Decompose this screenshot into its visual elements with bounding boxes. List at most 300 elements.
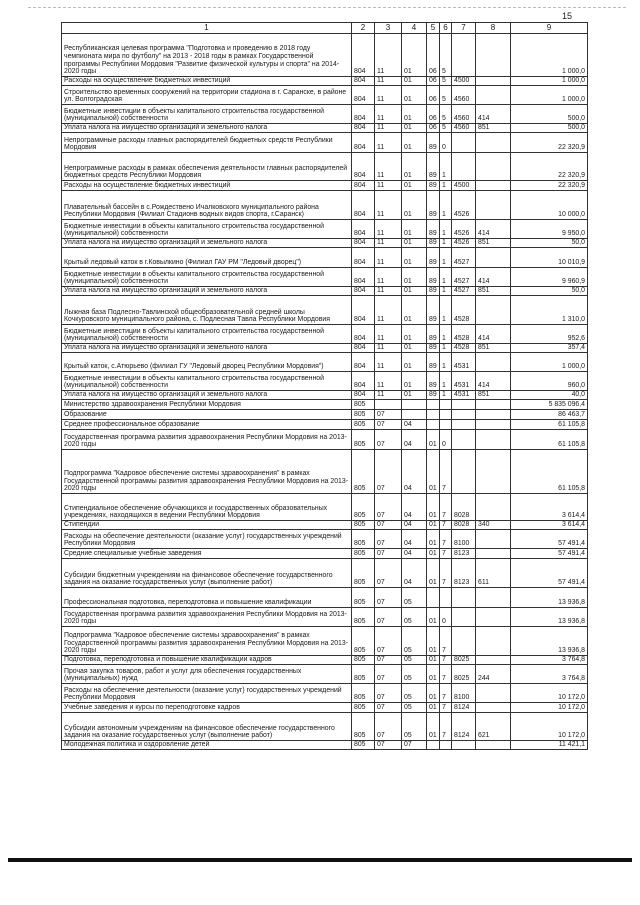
- row-code-cell: 11: [375, 77, 402, 86]
- row-amount-cell: 22 320,9: [511, 133, 588, 153]
- row-code-cell: 05: [402, 684, 427, 703]
- row-code-cell: [402, 400, 427, 410]
- row-amount-cell: 1 310,0: [511, 296, 588, 325]
- row-code-cell: 1: [440, 344, 452, 353]
- table-row: [62, 713, 588, 741]
- row-code-cell: [452, 34, 476, 77]
- table-row: [62, 656, 588, 665]
- row-code-cell: 01: [427, 656, 440, 665]
- row-code-cell: 851: [476, 391, 511, 400]
- row-name-cell: Субсидии бюджетным учреждениям на финансовое обеспечение государственного задания на оказание государственных услуг (выполнение работ): [62, 559, 352, 588]
- row-code-cell: 04: [402, 430, 427, 450]
- table-row: [62, 34, 588, 77]
- row-code-cell: 804: [352, 268, 375, 287]
- row-code-cell: 01: [402, 248, 427, 268]
- row-code-cell: 07: [375, 713, 402, 741]
- row-code-cell: 8100: [452, 530, 476, 549]
- row-code-cell: [476, 34, 511, 77]
- row-code-cell: 4526: [452, 239, 476, 248]
- row-code-cell: [476, 430, 511, 450]
- row-code-cell: 805: [352, 656, 375, 665]
- row-code-cell: [427, 400, 440, 410]
- table-row: [62, 181, 588, 191]
- row-code-cell: 7: [440, 703, 452, 713]
- row-code-cell: 7: [440, 656, 452, 665]
- row-code-cell: 805: [352, 521, 375, 530]
- row-code-cell: [476, 703, 511, 713]
- row-code-cell: 07: [375, 741, 402, 750]
- row-name-cell: Расходы на осуществление бюджетных инвестиций: [62, 77, 352, 86]
- row-code-cell: 11: [375, 344, 402, 353]
- row-code-cell: 01: [427, 713, 440, 741]
- row-name-cell: Субсидии автономным учреждениям на финансовое обеспечение государственного задания на оказание государственных услуг (выполнение работ): [62, 713, 352, 741]
- table-row: [62, 220, 588, 239]
- row-code-cell: 89: [427, 344, 440, 353]
- row-code-cell: 11: [375, 325, 402, 344]
- row-amount-cell: 9 950,0: [511, 220, 588, 239]
- row-name-cell: Строительство временных сооружений на территории стадиона в г. Саранске, в районе ул. Волгоградская: [62, 86, 352, 105]
- table-row: [62, 268, 588, 287]
- row-code-cell: 4528: [452, 325, 476, 344]
- row-amount-cell: 61 105,8: [511, 450, 588, 494]
- row-code-cell: 414: [476, 105, 511, 124]
- row-code-cell: [476, 191, 511, 220]
- row-code-cell: 01: [427, 627, 440, 656]
- row-code-cell: 805: [352, 400, 375, 410]
- table-row: [62, 296, 588, 325]
- row-code-cell: 01: [427, 684, 440, 703]
- row-code-cell: 89: [427, 133, 440, 153]
- row-code-cell: 805: [352, 559, 375, 588]
- row-name-cell: Государственная программа развития здравоохранения Республики Мордовия на 2013-2020 годы: [62, 608, 352, 627]
- row-code-cell: 01: [427, 608, 440, 627]
- row-code-cell: 805: [352, 665, 375, 684]
- row-code-cell: 01: [427, 530, 440, 549]
- row-name-cell: Расходы на обеспечение деятельности (оказание услуг) государственных учреждений Республики Мордовия: [62, 530, 352, 549]
- row-code-cell: 804: [352, 191, 375, 220]
- row-code-cell: [440, 420, 452, 430]
- row-code-cell: 01: [402, 86, 427, 105]
- row-code-cell: [452, 430, 476, 450]
- row-code-cell: 804: [352, 153, 375, 181]
- row-code-cell: [476, 181, 511, 191]
- row-code-cell: 4528: [452, 344, 476, 353]
- row-code-cell: 89: [427, 296, 440, 325]
- column-header: 2: [352, 23, 375, 34]
- row-code-cell: [476, 684, 511, 703]
- row-code-cell: 01: [402, 181, 427, 191]
- row-code-cell: 11: [375, 220, 402, 239]
- table-row: [62, 549, 588, 559]
- table-row: [62, 239, 588, 248]
- row-code-cell: 04: [402, 530, 427, 549]
- row-code-cell: 89: [427, 220, 440, 239]
- row-code-cell: 4531: [452, 391, 476, 400]
- row-code-cell: [440, 741, 452, 750]
- row-name-cell: Уплата налога на имущество организаций и земельного налога: [62, 239, 352, 248]
- row-code-cell: [476, 530, 511, 549]
- row-code-cell: [476, 400, 511, 410]
- row-code-cell: 804: [352, 220, 375, 239]
- row-code-cell: 01: [402, 391, 427, 400]
- table-row: [62, 665, 588, 684]
- row-code-cell: 851: [476, 239, 511, 248]
- row-code-cell: 07: [375, 549, 402, 559]
- row-code-cell: 07: [375, 521, 402, 530]
- row-amount-cell: 1 000,0: [511, 86, 588, 105]
- row-amount-cell: 57 491,4: [511, 549, 588, 559]
- row-code-cell: 01: [402, 372, 427, 391]
- row-code-cell: 611: [476, 559, 511, 588]
- row-amount-cell: 357,4: [511, 344, 588, 353]
- row-code-cell: 1: [440, 181, 452, 191]
- row-code-cell: 01: [402, 296, 427, 325]
- table-row: [62, 684, 588, 703]
- row-code-cell: 04: [402, 549, 427, 559]
- row-code-cell: [476, 494, 511, 521]
- row-code-cell: 01: [427, 665, 440, 684]
- row-code-cell: 8100: [452, 684, 476, 703]
- row-code-cell: 01: [402, 268, 427, 287]
- row-code-cell: 05: [402, 608, 427, 627]
- row-amount-cell: 1 000,0: [511, 34, 588, 77]
- row-code-cell: 04: [402, 559, 427, 588]
- row-code-cell: [476, 353, 511, 372]
- table-row: [62, 248, 588, 268]
- row-name-cell: Молодежная политика и оздоровление детей: [62, 741, 352, 750]
- row-code-cell: 804: [352, 353, 375, 372]
- table-row: [62, 153, 588, 181]
- row-code-cell: 244: [476, 665, 511, 684]
- row-code-cell: 01: [402, 153, 427, 181]
- row-code-cell: 11: [375, 181, 402, 191]
- column-header: 6: [440, 23, 452, 34]
- row-code-cell: 1: [440, 153, 452, 181]
- row-amount-cell: 11 421,1: [511, 741, 588, 750]
- row-code-cell: 1: [440, 248, 452, 268]
- row-code-cell: 06: [427, 124, 440, 133]
- table-row: [62, 105, 588, 124]
- row-code-cell: 621: [476, 713, 511, 741]
- row-code-cell: 05: [402, 713, 427, 741]
- table-row: [62, 627, 588, 656]
- row-amount-cell: 3 614,4: [511, 521, 588, 530]
- table-row: [62, 530, 588, 549]
- row-code-cell: 1: [440, 191, 452, 220]
- row-code-cell: 0: [440, 608, 452, 627]
- row-code-cell: 05: [402, 588, 427, 608]
- row-amount-cell: 50,0: [511, 287, 588, 296]
- table-row: [62, 325, 588, 344]
- row-code-cell: 851: [476, 287, 511, 296]
- row-code-cell: [402, 410, 427, 420]
- row-code-cell: 5: [440, 77, 452, 86]
- row-name-cell: Бюджетные инвестиции в объекты капитального строительства государственной (муниципальной) собственности: [62, 220, 352, 239]
- column-header: 8: [476, 23, 511, 34]
- row-code-cell: 414: [476, 220, 511, 239]
- table-header-row: [62, 23, 588, 34]
- row-amount-cell: 9 960,9: [511, 268, 588, 287]
- table-row: [62, 410, 588, 420]
- row-code-cell: 01: [402, 220, 427, 239]
- row-name-cell: Бюджетные инвестиции в объекты капитального строительства государственной (муниципальной) собственности: [62, 372, 352, 391]
- row-code-cell: [452, 153, 476, 181]
- row-amount-cell: 86 463,7: [511, 410, 588, 420]
- row-code-cell: 805: [352, 450, 375, 494]
- row-code-cell: 4527: [452, 268, 476, 287]
- row-code-cell: 07: [375, 430, 402, 450]
- row-code-cell: 4528: [452, 296, 476, 325]
- row-code-cell: [476, 77, 511, 86]
- scan-bottom-edge: [8, 858, 632, 862]
- row-code-cell: 11: [375, 268, 402, 287]
- row-code-cell: 414: [476, 325, 511, 344]
- row-code-cell: 07: [375, 559, 402, 588]
- row-code-cell: 804: [352, 34, 375, 77]
- row-amount-cell: 500,0: [511, 124, 588, 133]
- row-name-cell: Учебные заведения и курсы по переподготовке кадров: [62, 703, 352, 713]
- row-code-cell: 7: [440, 521, 452, 530]
- row-amount-cell: 57 491,4: [511, 530, 588, 549]
- row-amount-cell: 952,6: [511, 325, 588, 344]
- row-code-cell: 804: [352, 124, 375, 133]
- row-code-cell: 8025: [452, 656, 476, 665]
- row-code-cell: 07: [375, 627, 402, 656]
- row-name-cell: Среднее профессиональное образование: [62, 420, 352, 430]
- table-row: [62, 608, 588, 627]
- row-code-cell: 4526: [452, 220, 476, 239]
- row-code-cell: 1: [440, 268, 452, 287]
- row-code-cell: 0: [440, 430, 452, 450]
- row-amount-cell: 10 010,9: [511, 248, 588, 268]
- table-row: [62, 86, 588, 105]
- row-code-cell: 01: [402, 77, 427, 86]
- row-code-cell: 8025: [452, 665, 476, 684]
- row-code-cell: 89: [427, 153, 440, 181]
- row-code-cell: [476, 741, 511, 750]
- row-code-cell: 7: [440, 494, 452, 521]
- row-code-cell: 4526: [452, 191, 476, 220]
- row-name-cell: Образование: [62, 410, 352, 420]
- row-code-cell: [440, 410, 452, 420]
- row-code-cell: 07: [375, 608, 402, 627]
- row-code-cell: 804: [352, 105, 375, 124]
- row-code-cell: 851: [476, 124, 511, 133]
- row-code-cell: 5: [440, 86, 452, 105]
- row-code-cell: [476, 450, 511, 494]
- row-code-cell: 05: [402, 656, 427, 665]
- row-amount-cell: 5 835 096,4: [511, 400, 588, 410]
- row-code-cell: 4527: [452, 287, 476, 296]
- row-code-cell: [476, 588, 511, 608]
- row-code-cell: 4500: [452, 181, 476, 191]
- row-code-cell: 11: [375, 133, 402, 153]
- row-code-cell: 01: [402, 287, 427, 296]
- row-code-cell: 0: [440, 133, 452, 153]
- row-name-cell: Лыжная база Подлесно-Тавлинской общеобразовательной средней школы Кочкуровского муниципального района, с. Подлесная Тавла Республики Мордовия: [62, 296, 352, 325]
- row-code-cell: 8124: [452, 703, 476, 713]
- row-code-cell: 89: [427, 372, 440, 391]
- row-amount-cell: 50,0: [511, 239, 588, 248]
- row-code-cell: 07: [402, 741, 427, 750]
- row-code-cell: 1: [440, 287, 452, 296]
- row-code-cell: 07: [375, 494, 402, 521]
- column-header: 3: [375, 23, 402, 34]
- row-code-cell: 804: [352, 133, 375, 153]
- row-code-cell: 07: [375, 665, 402, 684]
- row-code-cell: [427, 741, 440, 750]
- row-code-cell: 805: [352, 410, 375, 420]
- table-row: [62, 287, 588, 296]
- row-code-cell: 805: [352, 703, 375, 713]
- row-code-cell: 01: [427, 559, 440, 588]
- row-code-cell: 11: [375, 105, 402, 124]
- row-code-cell: 06: [427, 86, 440, 105]
- row-code-cell: 1: [440, 353, 452, 372]
- row-code-cell: 805: [352, 608, 375, 627]
- row-code-cell: [452, 627, 476, 656]
- row-code-cell: [452, 410, 476, 420]
- table-row: [62, 77, 588, 86]
- row-code-cell: [476, 133, 511, 153]
- row-name-cell: Прочая закупка товаров, работ и услуг для обеспечения государственных (муниципальных) нужд: [62, 665, 352, 684]
- row-code-cell: 11: [375, 34, 402, 77]
- row-name-cell: Уплата налога на имущество организаций и земельного налога: [62, 391, 352, 400]
- row-name-cell: Крытый каток, с.Атюрьево (филиал ГУ "Ледовый дворец Республики Мордовия"): [62, 353, 352, 372]
- row-code-cell: 805: [352, 430, 375, 450]
- row-code-cell: 11: [375, 124, 402, 133]
- row-code-cell: 07: [375, 656, 402, 665]
- row-code-cell: 01: [427, 549, 440, 559]
- row-code-cell: 804: [352, 181, 375, 191]
- table-row: [62, 450, 588, 494]
- row-code-cell: 07: [375, 530, 402, 549]
- column-header: 4: [402, 23, 427, 34]
- row-code-cell: 11: [375, 239, 402, 248]
- row-code-cell: 89: [427, 239, 440, 248]
- row-code-cell: 5: [440, 34, 452, 77]
- row-name-cell: Расходы на осуществление бюджетных инвестиций: [62, 181, 352, 191]
- row-code-cell: 89: [427, 191, 440, 220]
- row-name-cell: Плавательный бассейн в с.Рождествено Ичалковского муниципального района Республики Мордовия (Филиал Стадионв водных видов спорта, г.Саранск): [62, 191, 352, 220]
- row-code-cell: 01: [427, 703, 440, 713]
- row-code-cell: 8123: [452, 549, 476, 559]
- table-row: [62, 124, 588, 133]
- row-code-cell: 89: [427, 248, 440, 268]
- row-name-cell: Уплата налога на имущество организаций и земельного налога: [62, 124, 352, 133]
- row-code-cell: 11: [375, 191, 402, 220]
- row-code-cell: 4500: [452, 77, 476, 86]
- row-code-cell: 89: [427, 287, 440, 296]
- row-name-cell: Непрограммные расходы в рамках обеспечения деятельности главных распорядителей бюджетных средств Республики Мордовия: [62, 153, 352, 181]
- table-row: [62, 344, 588, 353]
- row-name-cell: Министерство здравоохранения Республики Мордовия: [62, 400, 352, 410]
- row-amount-cell: 1 000,0: [511, 353, 588, 372]
- row-code-cell: 851: [476, 344, 511, 353]
- row-amount-cell: 13 936,8: [511, 627, 588, 656]
- row-code-cell: 01: [427, 494, 440, 521]
- row-code-cell: 11: [375, 153, 402, 181]
- row-amount-cell: 61 105,8: [511, 430, 588, 450]
- row-code-cell: 340: [476, 521, 511, 530]
- row-code-cell: 804: [352, 86, 375, 105]
- row-code-cell: [452, 133, 476, 153]
- row-code-cell: 5: [440, 124, 452, 133]
- row-code-cell: 01: [402, 191, 427, 220]
- column-header: 7: [452, 23, 476, 34]
- row-code-cell: 07: [375, 588, 402, 608]
- row-amount-cell: 13 936,8: [511, 608, 588, 627]
- row-code-cell: [452, 741, 476, 750]
- row-code-cell: 01: [402, 239, 427, 248]
- row-code-cell: 805: [352, 420, 375, 430]
- row-code-cell: [476, 608, 511, 627]
- row-amount-cell: 40,0: [511, 391, 588, 400]
- row-code-cell: [476, 656, 511, 665]
- row-code-cell: [440, 400, 452, 410]
- column-header: 9: [511, 23, 588, 34]
- row-code-cell: 804: [352, 372, 375, 391]
- row-code-cell: 805: [352, 588, 375, 608]
- row-code-cell: 01: [427, 521, 440, 530]
- row-code-cell: [427, 588, 440, 608]
- row-code-cell: 4531: [452, 372, 476, 391]
- row-amount-cell: 22 320,9: [511, 181, 588, 191]
- row-code-cell: 11: [375, 287, 402, 296]
- row-code-cell: 04: [402, 494, 427, 521]
- budget-table: [61, 22, 588, 750]
- row-name-cell: Непрограммные расходы главных распорядителей бюджетных средств Республики Мордовия: [62, 133, 352, 153]
- row-code-cell: 04: [402, 521, 427, 530]
- row-code-cell: 7: [440, 450, 452, 494]
- row-code-cell: 11: [375, 353, 402, 372]
- row-code-cell: 7: [440, 549, 452, 559]
- row-code-cell: 89: [427, 391, 440, 400]
- row-code-cell: 89: [427, 325, 440, 344]
- table-row: [62, 521, 588, 530]
- row-code-cell: 7: [440, 530, 452, 549]
- row-code-cell: 7: [440, 665, 452, 684]
- row-amount-cell: 22 320,9: [511, 153, 588, 181]
- row-code-cell: 1: [440, 372, 452, 391]
- row-code-cell: 1: [440, 391, 452, 400]
- row-code-cell: [427, 420, 440, 430]
- row-amount-cell: 10 172,0: [511, 684, 588, 703]
- row-code-cell: [452, 450, 476, 494]
- row-name-cell: Стипендии: [62, 521, 352, 530]
- table-row: [62, 353, 588, 372]
- row-code-cell: 04: [402, 420, 427, 430]
- row-code-cell: [452, 588, 476, 608]
- row-code-cell: 8123: [452, 559, 476, 588]
- row-code-cell: [476, 627, 511, 656]
- column-header: 5: [427, 23, 440, 34]
- row-code-cell: [476, 153, 511, 181]
- row-code-cell: 11: [375, 391, 402, 400]
- row-code-cell: 01: [402, 325, 427, 344]
- row-amount-cell: 3 614,4: [511, 494, 588, 521]
- row-amount-cell: 10 172,0: [511, 703, 588, 713]
- page-number: 15: [562, 11, 573, 21]
- row-code-cell: [476, 410, 511, 420]
- row-code-cell: [440, 588, 452, 608]
- row-name-cell: Уплата налога на имущество организаций и земельного налога: [62, 287, 352, 296]
- row-name-cell: Уплата налога на имущество организаций и земельного налога: [62, 344, 352, 353]
- row-code-cell: 05: [402, 665, 427, 684]
- table-row: [62, 559, 588, 588]
- row-code-cell: 1: [440, 220, 452, 239]
- row-code-cell: 8124: [452, 713, 476, 741]
